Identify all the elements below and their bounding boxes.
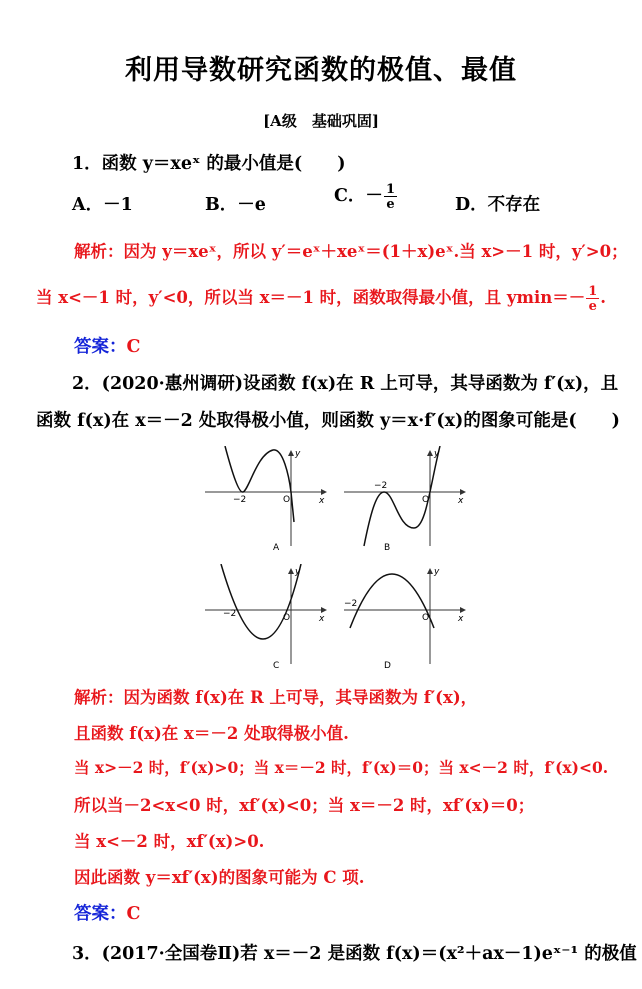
x-axis-label: x bbox=[458, 614, 464, 624]
q1-solution-line-2 bbox=[36, 284, 606, 313]
q1-option-c-prefix: C．－ bbox=[334, 186, 383, 206]
q2-answer bbox=[74, 900, 140, 925]
y-axis-arrow-icon bbox=[288, 568, 294, 574]
q1-solution-line-1: 解析：因为 y＝xeˣ，所以 y′＝eˣ＋xeˣ＝(1＋x)eˣ.当 x>－1 时，y′>0； bbox=[74, 242, 628, 261]
q1-solution-text: 当 x<－1 时，y′<0，所以当 x＝－1 时，函数取得最小值，且 ymin＝－ bbox=[36, 288, 586, 307]
graph-c bbox=[203, 564, 333, 674]
q3-stem: 3．(2017·全国卷Ⅱ)若 x＝－2 是函数 f(x)＝(x²＋ax－1)eˣ⁻¹ 的极值 bbox=[72, 944, 637, 964]
answer-label: 答案： bbox=[74, 337, 127, 357]
graph-caption: A bbox=[273, 543, 280, 553]
graph-d bbox=[342, 564, 472, 674]
q2-stem-line-2: 函数 f(x)在 x＝－2 处取得极小值，则函数 y＝x·f′(x)的图象可能是( ) bbox=[36, 411, 620, 431]
origin-label: O bbox=[422, 613, 430, 623]
q2-solution-line-6: 因此函数 y＝xf′(x)的图象可能为 C 项. bbox=[74, 868, 365, 887]
q1-answer bbox=[74, 333, 140, 358]
y-axis-label: y bbox=[434, 567, 440, 577]
graph-a bbox=[203, 446, 333, 556]
y-axis-label: y bbox=[434, 449, 440, 459]
x-axis-label: x bbox=[319, 614, 325, 624]
q1-option-d: D．不存在 bbox=[455, 195, 541, 215]
y-axis-arrow-icon bbox=[427, 450, 433, 456]
curve bbox=[225, 446, 294, 522]
section-heading: [A级 基础巩固] bbox=[263, 112, 379, 130]
x-axis-arrow-icon bbox=[460, 607, 466, 613]
origin-label: O bbox=[422, 495, 430, 505]
x-axis-label: x bbox=[319, 496, 325, 506]
x-axis-arrow-icon bbox=[321, 607, 327, 613]
x-axis-arrow-icon bbox=[460, 489, 466, 495]
origin-label: O bbox=[283, 495, 291, 505]
x-axis-arrow-icon bbox=[321, 489, 327, 495]
tick-label: −2 bbox=[374, 481, 388, 491]
curve bbox=[221, 564, 301, 639]
y-axis-label: y bbox=[295, 449, 301, 459]
y-axis-arrow-icon bbox=[427, 568, 433, 574]
q2-solution-line-1: 解析：因为函数 f(x)在 R 上可导，其导函数为 f′(x)， bbox=[74, 688, 478, 707]
graph-caption: D bbox=[384, 661, 391, 671]
answer-value: C bbox=[126, 904, 141, 924]
solution-period: . bbox=[600, 288, 607, 307]
q1-option-b: B．－e bbox=[205, 195, 266, 215]
answer-label: 答案： bbox=[74, 904, 127, 924]
q1-option-c bbox=[334, 182, 398, 211]
q2-solution-line-5: 当 x<－2 时，xf′(x)>0. bbox=[74, 832, 265, 851]
y-axis-arrow-icon bbox=[288, 450, 294, 456]
fraction-numerator: 1 bbox=[385, 181, 395, 197]
q1-option-c-fraction bbox=[384, 183, 397, 211]
tick-label: −2 bbox=[223, 609, 237, 619]
graph-b bbox=[342, 446, 472, 556]
page-title: 利用导数研究函数的极值、最值 bbox=[125, 55, 517, 86]
origin-label: O bbox=[283, 613, 291, 623]
graph-caption: B bbox=[384, 543, 391, 553]
fraction-denominator: e bbox=[384, 196, 397, 211]
q2-stem-line-1: 2．(2020·惠州调研)设函数 f(x)在 R 上可导，其导函数为 f′(x)，且 bbox=[72, 374, 619, 394]
q1-option-a: A．－1 bbox=[72, 195, 133, 215]
q1-stem: 1．函数 y＝xeˣ 的最小值是( ) bbox=[72, 154, 346, 174]
q2-solution-line-2: 且函数 f(x)在 x＝－2 处取得极小值. bbox=[74, 724, 349, 743]
q2-solution-line-3: 当 x>－2 时，f′(x)>0；当 x＝－2 时，f′(x)＝0；当 x<－2 时，f′(x)<0. bbox=[74, 758, 609, 777]
fraction-denominator: e bbox=[586, 298, 599, 313]
x-axis-label: x bbox=[458, 496, 464, 506]
graph-caption: C bbox=[273, 661, 280, 671]
answer-value: C bbox=[126, 337, 141, 357]
tick-label: −2 bbox=[233, 495, 247, 505]
fraction-numerator: 1 bbox=[588, 283, 598, 299]
y-axis-label: y bbox=[295, 567, 301, 577]
tick-label: −2 bbox=[344, 599, 358, 609]
q2-solution-line-4: 所以当－2<x<0 时，xf′(x)<0；当 x＝－2 时，xf′(x)＝0； bbox=[74, 796, 535, 815]
q1-solution-fraction bbox=[586, 285, 599, 313]
